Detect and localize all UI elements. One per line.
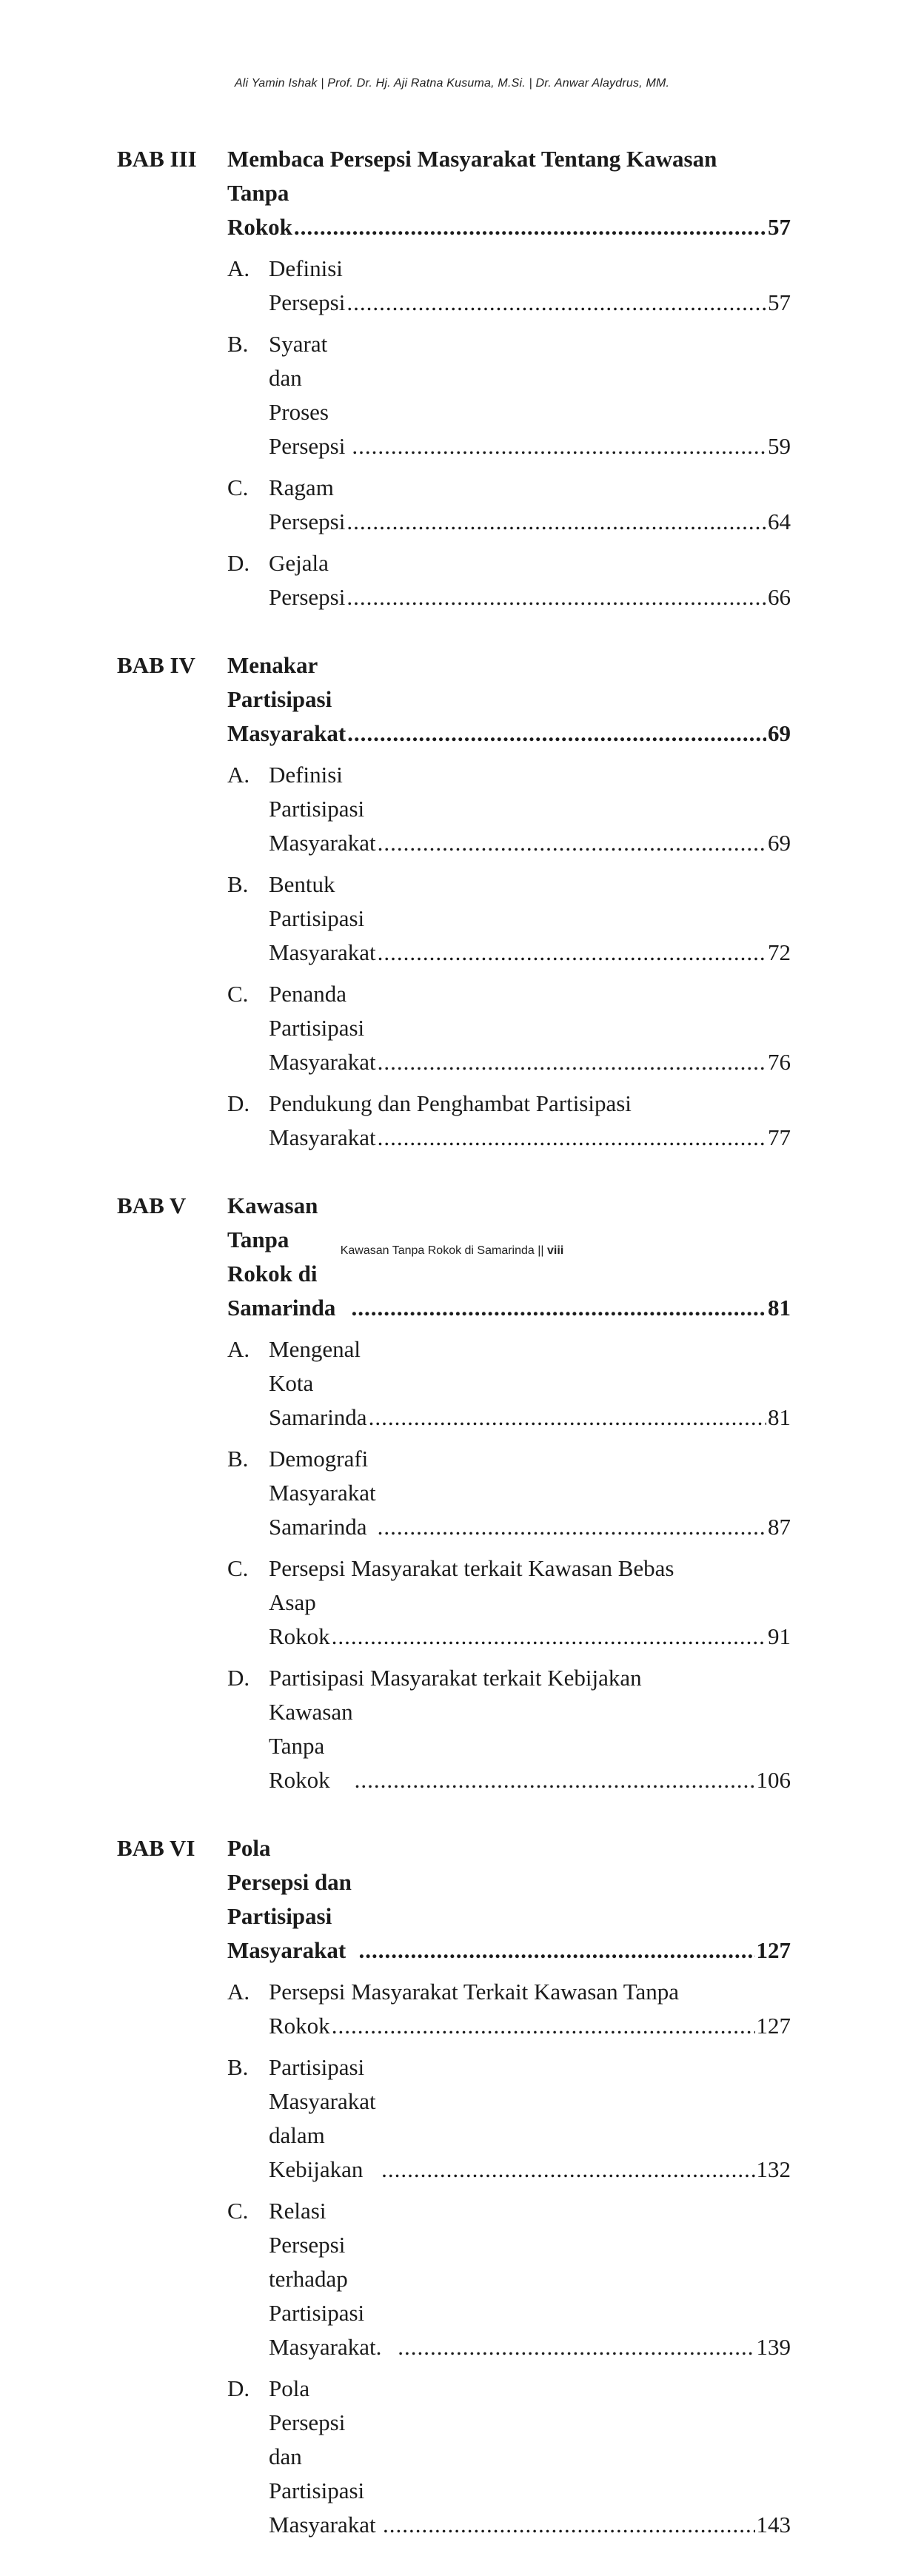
- chapter-label: BAB VI: [117, 1835, 195, 1861]
- section-letter: D.: [227, 550, 250, 576]
- footer-book-title: Kawasan Tanpa Rokok di Samarinda: [340, 1244, 535, 1257]
- section-title: Demografi Masyarakat Samarinda: [269, 1446, 376, 1540]
- page-number: 59: [768, 433, 791, 459]
- section-title-line1: Persepsi Masyarakat Terkait Kawasan Tanpa: [269, 1979, 680, 2005]
- dot-leader: [378, 1045, 766, 1079]
- section-letter: B.: [227, 1446, 249, 1472]
- section-title-line2: Asap Rokok: [269, 1589, 330, 1649]
- toc-section-c[interactable]: [227, 2194, 791, 2364]
- dot-leader: [346, 286, 766, 320]
- section-letter: B.: [227, 331, 249, 357]
- footer-separator: ||: [538, 1244, 544, 1257]
- footer-folio: viii: [547, 1244, 564, 1257]
- dot-leader: [294, 210, 766, 244]
- toc-section-b[interactable]: [227, 2050, 791, 2187]
- section-title: Gejala Persepsi: [269, 550, 346, 610]
- dot-leader: [378, 826, 766, 860]
- dot-leader: [369, 1401, 766, 1435]
- chapter-bab-iii: [117, 142, 791, 614]
- dot-leader: [381, 2153, 754, 2187]
- page-number: 106: [756, 1767, 791, 1793]
- dot-leader: [378, 936, 766, 970]
- toc-section-c[interactable]: [227, 977, 791, 1079]
- toc-section-d[interactable]: [227, 1661, 791, 1797]
- page-footer: [0, 1244, 904, 1258]
- chapter-title-entry[interactable]: [227, 176, 791, 244]
- section-title-line2: Rokok: [269, 2013, 330, 2039]
- page-number: 127: [756, 1937, 791, 1963]
- toc-section-a[interactable]: [227, 1332, 791, 1435]
- page-number: 139: [756, 2334, 791, 2360]
- page-number: 81: [768, 1404, 791, 1430]
- section-letter: D.: [227, 1090, 250, 1116]
- section-letter: C.: [227, 474, 249, 500]
- section-title-line1: Persepsi Masyarakat terkait Kawasan Bebas: [269, 1555, 674, 1581]
- section-title: Relasi Persepsi terhadap Partisipasi Masyarakat.: [269, 2198, 382, 2360]
- chapter-title-entry[interactable]: [227, 648, 791, 751]
- toc-section-d[interactable]: [227, 1087, 791, 1155]
- running-header-authors: Ali Yamin Ishak | Prof. Dr. Hj. Aji Ratna Kusuma, M.Si. | Dr. Anwar Alaydrus, MM.: [234, 77, 670, 90]
- section-letter: A.: [227, 255, 250, 281]
- page-number: 77: [768, 1124, 791, 1150]
- dot-leader: [378, 1121, 766, 1155]
- section-letter: D.: [227, 2375, 250, 2401]
- page-number: 127: [756, 2013, 791, 2039]
- table-of-contents: [117, 142, 791, 2576]
- page-number: 143: [756, 2512, 791, 2538]
- section-title: Definisi Persepsi: [269, 255, 346, 315]
- toc-section-a[interactable]: [227, 1975, 791, 2043]
- toc-section-d[interactable]: [227, 546, 791, 614]
- toc-section-b[interactable]: [227, 868, 791, 970]
- chapter-label: BAB IV: [117, 652, 195, 678]
- section-title: Pola Persepsi dan Partisipasi Masyarakat: [269, 2375, 376, 2538]
- chapter-title-entry[interactable]: [227, 1831, 791, 1968]
- section-letter: C.: [227, 981, 249, 1007]
- page-number: 69: [768, 830, 791, 856]
- dot-leader: [332, 2009, 755, 2043]
- dot-leader: [355, 1763, 755, 1797]
- section-title: Penanda Partisipasi Masyarakat: [269, 981, 376, 1075]
- dot-leader: [352, 429, 766, 463]
- section-letter: A.: [227, 762, 250, 788]
- page-number: 81: [768, 1295, 791, 1321]
- section-title-line1: Partisipasi Masyarakat terkait Kebijakan: [269, 1665, 642, 1691]
- dot-leader: [346, 505, 766, 539]
- section-letter: C.: [227, 1555, 249, 1581]
- section-title-line2: Masyarakat: [269, 1124, 376, 1150]
- toc-section-b[interactable]: [227, 327, 791, 463]
- section-letter: A.: [227, 1979, 250, 2005]
- toc-section-c[interactable]: [227, 1552, 791, 1654]
- section-title: Ragam Persepsi: [269, 474, 346, 534]
- page-number: 72: [768, 939, 791, 965]
- page-number: 57: [768, 214, 791, 240]
- section-letter: C.: [227, 2198, 249, 2224]
- chapter-title-line2: Tanpa Rokok: [227, 180, 292, 240]
- section-title-line2: Kawasan Tanpa Rokok: [269, 1699, 353, 1793]
- dot-leader: [332, 1620, 766, 1654]
- chapter-bab-iv: [117, 648, 791, 1155]
- dot-leader: [378, 1510, 766, 1544]
- chapter-label: BAB V: [117, 1193, 187, 1218]
- page-number: 91: [768, 1623, 791, 1649]
- dot-leader: [352, 1291, 766, 1325]
- section-letter: D.: [227, 1665, 250, 1691]
- chapter-bab-v: [117, 1189, 791, 1797]
- dot-leader: [398, 2330, 754, 2364]
- chapter-title-line1: Membaca Persepsi Masyarakat Tentang Kawasan: [227, 146, 717, 172]
- chapter-title: Pola Persepsi dan Partisipasi Masyarakat: [227, 1835, 352, 1963]
- page-number: 64: [768, 509, 791, 534]
- section-letter: A.: [227, 1336, 250, 1362]
- toc-section-b[interactable]: [227, 1442, 791, 1544]
- page-number: 69: [768, 720, 791, 746]
- section-title: Mengenal Kota Samarinda: [269, 1336, 367, 1430]
- section-title: Definisi Partisipasi Masyarakat: [269, 762, 376, 856]
- section-letter: B.: [227, 2054, 249, 2080]
- section-title-line1: Pendukung dan Penghambat Partisipasi: [269, 1090, 632, 1116]
- dot-leader: [359, 1933, 755, 1968]
- chapter-title: Kawasan Tanpa Rokok di Samarinda: [227, 1193, 336, 1321]
- toc-section-c[interactable]: [227, 471, 791, 539]
- toc-section-a[interactable]: [227, 758, 791, 860]
- chapter-title: Menakar Partisipasi Masyarakat: [227, 652, 346, 746]
- dot-leader: [347, 717, 766, 751]
- section-title: Bentuk Partisipasi Masyarakat: [269, 871, 376, 965]
- page-number: 57: [768, 289, 791, 315]
- page-number: 87: [768, 1514, 791, 1540]
- chapter-bab-vi: [117, 1831, 791, 2542]
- page-number: 132: [756, 2156, 791, 2182]
- section-title: Partisipasi Masyarakat dalam Kebijakan: [269, 2054, 376, 2182]
- section-letter: B.: [227, 871, 249, 897]
- dot-leader: [346, 580, 766, 614]
- section-title: Syarat dan Proses Persepsi: [269, 331, 346, 459]
- page-number: 66: [768, 584, 791, 610]
- page-number: 76: [768, 1049, 791, 1075]
- dot-leader: [383, 2508, 755, 2542]
- toc-section-a[interactable]: [227, 252, 791, 320]
- chapter-label: BAB III: [117, 146, 197, 172]
- toc-section-d[interactable]: [227, 2372, 791, 2542]
